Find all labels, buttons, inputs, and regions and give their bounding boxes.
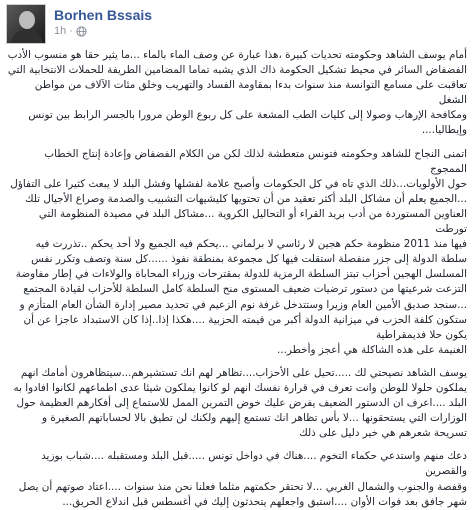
separator-dot: · — [69, 25, 73, 37]
post-timestamp[interactable]: 1h — [54, 25, 67, 37]
post-paragraph-2: اتمنى النجاح للشاهد وحكومته فتونس متعطشة لذلك لكن من الكلام الفضفاض وإعادة إنتاج الخطاب الممجوج حول الأولويات...ذلك الذي تاه في كل الحكومات وأصبح علامة لفشلها وفشل البلد لا يبعث كثيرا على التفاؤل ...الجميع يعلم أن مشاكل البلد أكثر تعقيد من أن تحتويها كليشيهات التشبيب والصدمة وصراع الأجيال تلك العناوين المستوردة من أدب بريد القراء أو التحاليل الكروية ...مشاكل البلد في مصيدة المنظومة التي تورطت فيها منذ 2011 منظومة حكم هجين لا رئاسي لا برلماني ...يحكم فيه الجميع ولا أحد يحكم ..تذررت فيه سلطة الدولة إلى جزر منفصلة استقلت فيها كل مجموعة بمنطقة نفوذ ......كل سنة وتصف وتكرر نفس المسلسل الهجين أحزاب تبتز السلطة الرمزية للدولة بمقترحات وزراء المحاباة والولاءات في إطار مفاوضة التزعت شرعيتها من دستور ترضيات ضعيف المستوى منح السلطة كامل السلطة للأحزاب لقيادة المجتمع ...سنجد صديق الأمين العام وزيرا وستتدخل غرفة نوم الزعيم في تحديد مصير إدارة الشأن العام المتأزم و ستكون كلفة الحزب في ميزانية الدولة أكبر من قيمته الحزبية ....هكذا إذا..إذا كان الاستبداد عاجزا عن أن يكون حلا فديمقراطية الغنيمة على هذه الشاكلة هي أعجز وأخطر... — [10, 147, 467, 356]
globe-icon[interactable] — [76, 26, 87, 37]
post-body — [6, 48, 467, 510]
author-name-link[interactable]: Borhen Bssais — [54, 7, 153, 23]
author-avatar[interactable] — [6, 4, 46, 44]
post-subline — [54, 24, 152, 38]
post-meta — [54, 4, 152, 38]
post-header — [6, 4, 467, 46]
post-paragraph-4: دعك منهم واستدعي حكماء التخوم ....هناك في دواخل تونس .....قبل البلد ومستقبله ....شباب بوزيد والقصرين وقفصة والجنوب والشمال الغربي ...لا تحتقر حكمتهم مثلما فعلنا نحن منذ سنوات ....اعتاد صوتهم أن يصل شهر جافق بعد فوات الأوان ....استبق واجعلهم يتحدثون إليك في أغسطس قبل اندلاع الحريق... — [18, 450, 467, 508]
post-paragraph-1: أمام يوسف الشاهد وحكومته تحديات كبيرة ،هذا عبارة عن وصف الماء بالماء ...ما يثير حقا هو منسوب الأدب الفضفاض السائر في محيط تشكيل الحكومة ذاك الذي يشبه تماما المضامين الطريفة للحملات الانتخابية التي تعاقبت على مسامع التوانسة منذ سنوات بدءا بمقاومة الفساد والتهريب وخلق مئات الآلاف من مواطن الشغل ومكافحة الإرهاب وصولا إلى كليات الطب المشعة على كل ربوع الوطن مرورا بالجسر الرابط بين تونس وإيطاليا.... — [7, 49, 467, 137]
post-paragraph-3: يوسف الشاهد نصيحتي لك .....تحيل على الأحزاب....تظاهر لهم انك تستشيرهم...سيتظاهرون أمامك انهم يملكون حلولا للوطن وانت تعرف في قرارة نفسك انهم لو كانوا يملكون شيئا عدى اطماعهم لكانوا افادوا به البلد ....اعرف ان الدستور الضعيف يفرض عليك خوض التمرين الممل للاستماع إلى أفكارهم العظيمة حول الوزارات التي يستحقونها ...لا بأس تظاهر انك تستمع إليهم ولكنك لن تطيق بالا لحساباتهم الصغيرة و تسريحة شعرهم هي خير دليل على ذلك — [13, 366, 467, 440]
